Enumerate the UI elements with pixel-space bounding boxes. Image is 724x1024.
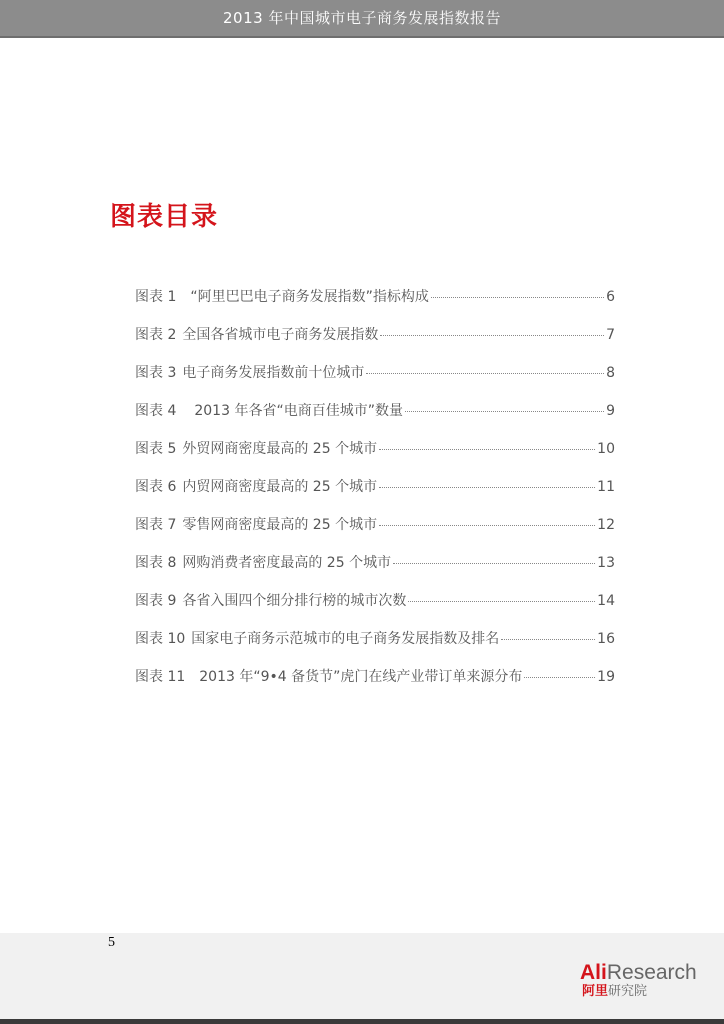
- toc-entry-page: 9: [606, 403, 615, 419]
- toc-entry[interactable]: [135, 628, 615, 666]
- toc-entry-text: 外贸网商密度最高的 25 个城市: [182, 441, 378, 457]
- toc-entry[interactable]: [135, 476, 615, 514]
- toc-entry-number: 图表 7: [135, 517, 177, 533]
- toc-entry-page: 6: [606, 289, 615, 305]
- toc-entry-page: 14: [597, 593, 615, 609]
- toc-entry-page: 16: [597, 631, 615, 647]
- toc-entry[interactable]: [135, 514, 615, 552]
- dot-leader: [379, 487, 595, 488]
- dot-leader: [501, 639, 595, 640]
- dot-leader: [393, 563, 595, 564]
- dot-leader: [379, 525, 595, 526]
- toc-entry-page: 10: [597, 441, 615, 457]
- dot-leader: [380, 335, 604, 336]
- toc-entry[interactable]: [135, 666, 615, 704]
- toc-entry-number: 图表 1: [135, 289, 177, 305]
- toc-entry-page: 13: [597, 555, 615, 571]
- dot-leader: [366, 373, 604, 374]
- toc-entry-number: 图表 3: [135, 365, 177, 381]
- toc-entry[interactable]: [135, 400, 615, 438]
- toc-entry-text: 全国各省城市电子商务发展指数: [182, 327, 379, 343]
- toc-entry-text: 2013 年“9•4 备货节”虎门在线产业带订单来源分布: [199, 669, 523, 685]
- toc-entry-text: 电子商务发展指数前十位城市: [182, 365, 365, 381]
- toc-entry-number: 图表 4: [135, 403, 177, 419]
- dot-leader: [431, 297, 604, 298]
- dot-leader: [379, 449, 595, 450]
- toc-entry-page: 12: [597, 517, 615, 533]
- toc-entry-page: 19: [597, 669, 615, 685]
- logo-research: Research: [606, 961, 697, 984]
- toc-entry-text: 各省入围四个细分排行榜的城市次数: [182, 593, 407, 609]
- toc-entry-text: 2013 年各省“电商百佳城市”数量: [194, 403, 403, 419]
- toc-entry-page: 8: [606, 365, 615, 381]
- page-number: 5: [108, 935, 115, 950]
- dot-leader: [405, 411, 604, 412]
- toc-title: 图表目录: [110, 202, 219, 232]
- toc-entry-number: 图表 6: [135, 479, 177, 495]
- toc-entry-text: 国家电子商务示范城市的电子商务发展指数及排名: [191, 631, 500, 647]
- aliresearch-logo: [580, 962, 710, 1002]
- logo-wordmark: [580, 962, 697, 984]
- toc-list: [135, 286, 615, 704]
- logo-cn-ali: 阿里: [582, 984, 609, 999]
- bottom-bar: [0, 1019, 724, 1024]
- toc-entry-number: 图表 5: [135, 441, 177, 457]
- toc-entry-number: 图表 9: [135, 593, 177, 609]
- toc-entry-number: 图表 2: [135, 327, 177, 343]
- toc-entry-text: 零售网商密度最高的 25 个城市: [182, 517, 378, 533]
- toc-entry[interactable]: [135, 438, 615, 476]
- toc-entry-page: 11: [597, 479, 615, 495]
- toc-entry[interactable]: [135, 362, 615, 400]
- toc-entry-number: 图表 8: [135, 555, 177, 571]
- toc-entry-text: 内贸网商密度最高的 25 个城市: [182, 479, 378, 495]
- logo-chinese-name: [582, 984, 647, 1000]
- report-header: [0, 0, 724, 36]
- dot-leader: [524, 677, 595, 678]
- toc-entry[interactable]: [135, 286, 615, 324]
- toc-entry-number: 图表 11: [135, 669, 186, 685]
- toc-entry[interactable]: [135, 590, 615, 628]
- dot-leader: [408, 601, 595, 602]
- header-divider: [0, 36, 724, 38]
- toc-entry-text: 网购消费者密度最高的 25 个城市: [182, 555, 392, 571]
- toc-entry-number: 图表 10: [135, 631, 186, 647]
- logo-cn-institute: 研究院: [608, 984, 648, 999]
- toc-entry-page: 7: [606, 327, 615, 343]
- header-title: 2013 年中国城市电子商务发展指数报告: [223, 9, 501, 27]
- toc-entry-text: “阿里巴巴电子商务发展指数”指标构成: [190, 289, 429, 305]
- logo-ali: Ali: [580, 961, 607, 984]
- toc-entry[interactable]: [135, 324, 615, 362]
- toc-entry[interactable]: [135, 552, 615, 590]
